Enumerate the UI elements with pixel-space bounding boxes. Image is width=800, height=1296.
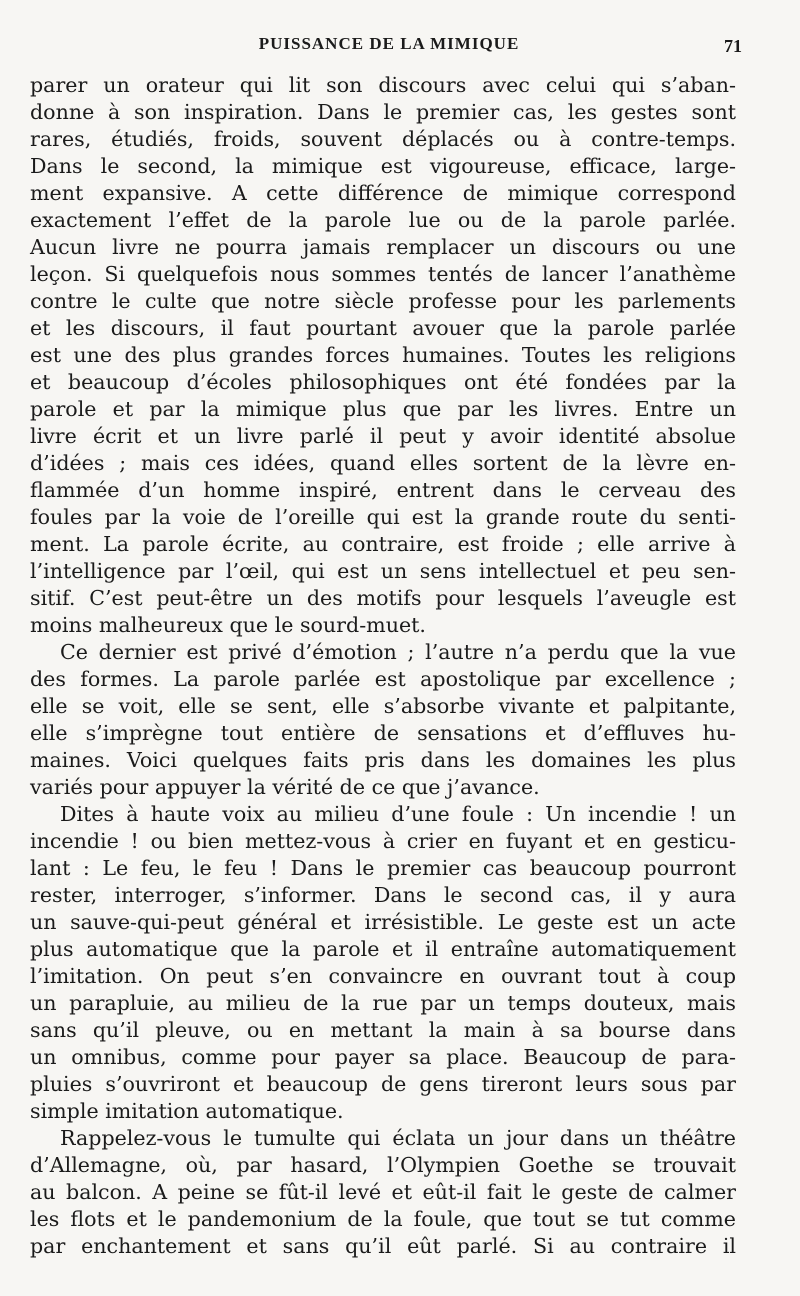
text-line: un parapluie, au milieu de la rue par un temps douteux, mais: [30, 991, 736, 1015]
text-line: Aucun livre ne pourra jamais remplacer un discours ou une: [30, 235, 736, 259]
text-line: incendie ! ou bien mettez-vous à crier en fuyant et en gesticu-: [30, 829, 736, 853]
text-line: Rappelez-vous le tumulte qui éclata un jour dans un théâtre: [60, 1126, 736, 1150]
text-line: au balcon. A peine se fût-il levé et eût-il fait le geste de calmer: [30, 1180, 736, 1204]
text-line: elle se voit, elle se sent, elle s’absorbe vivante et palpitante,: [30, 694, 736, 718]
text-line: rares, étudiés, froids, souvent déplacés ou à contre-temps.: [30, 127, 736, 151]
text-line: ment expansive. A cette différence de mimique correspond: [30, 181, 736, 205]
text-line: est une des plus grandes forces humaines. Toutes les religions: [30, 343, 736, 367]
text-line: ment. La parole écrite, au contraire, est froide ; elle arrive à: [30, 532, 736, 556]
text-line: d’Allemagne, où, par hasard, l’Olympien Goethe se trouvait: [30, 1153, 736, 1177]
text-line: rester, interroger, s’informer. Dans le second cas, il y aura: [30, 883, 736, 907]
text-line: d’idées ; mais ces idées, quand elles sortent de la lèvre en-: [30, 451, 736, 475]
text-line: contre le culte que notre siècle professe pour les parlements: [30, 289, 736, 313]
text-line: parole et par la mimique plus que par les livres. Entre un: [30, 397, 736, 421]
text-line: par enchantement et sans qu’il eût parlé. Si au contraire il: [30, 1234, 736, 1258]
text-line: et beaucoup d’écoles philosophiques ont été fondées par la: [30, 370, 736, 394]
text-line: lant : Le feu, le feu ! Dans le premier cas beaucoup pourront: [30, 856, 736, 880]
text-line: sitif. C’est peut-être un des motifs pour lesquels l’aveugle est: [30, 586, 736, 610]
text-line: livre écrit et un livre parlé il peut y avoir identité absolue: [30, 424, 736, 448]
text-line: Dites à haute voix au milieu d’une foule : Un incendie ! un: [60, 802, 736, 826]
text-line: les flots et le pandemonium de la foule, que tout se tut comme: [30, 1207, 736, 1231]
text-line: Ce dernier est privé d’émotion ; l’autre n’a perdu que la vue: [60, 640, 736, 664]
text-line: parer un orateur qui lit son discours avec celui qui s’aban-: [30, 73, 736, 97]
text-line: pluies s’ouvriront et beaucoup de gens tireront leurs sous par: [30, 1072, 736, 1096]
text-line: foules par la voie de l’oreille qui est la grande route du senti-: [30, 505, 736, 529]
text-line: exactement l’effet de la parole lue ou de la parole parlée.: [30, 208, 736, 232]
text-line: et les discours, il faut pourtant avouer que la parole parlée: [30, 316, 736, 340]
text-line: variés pour appuyer la vérité de ce que j’avance.: [30, 775, 540, 799]
text-line: l’imitation. On peut s’en convaincre en ouvrant tout à coup: [30, 964, 736, 988]
body-text: [30, 72, 736, 1260]
text-line: moins malheureux que le sourd-muet.: [30, 613, 426, 637]
text-line: sans qu’il pleuve, ou en mettant la main à sa bourse dans: [30, 1018, 736, 1042]
text-line: Dans le second, la mimique est vigoureuse, efficace, large-: [30, 154, 736, 178]
text-line: leçon. Si quelquefois nous sommes tentés de lancer l’anathème: [30, 262, 736, 286]
running-title: PUISSANCE DE LA MIMIQUE: [258, 34, 520, 53]
page-header: [36, 34, 742, 60]
text-line: un sauve-qui-peut général et irrésistible. Le geste est un acte: [30, 910, 736, 934]
text-line: flammée d’un homme inspiré, entrent dans le cerveau des: [30, 478, 736, 502]
text-line: elle s’imprègne tout entière de sensations et d’effluves hu-: [30, 721, 736, 745]
text-line: donne à son inspiration. Dans le premier cas, les gestes sont: [30, 100, 736, 124]
text-line: des formes. La parole parlée est apostolique par excellence ;: [30, 667, 736, 691]
text-line: l’intelligence par l’œil, qui est un sens intellectuel et peu sen-: [30, 559, 736, 583]
page-number: 71: [724, 36, 742, 56]
text-line: un omnibus, comme pour payer sa place. Beaucoup de para-: [30, 1045, 736, 1069]
text-line: simple imitation automatique.: [30, 1099, 344, 1123]
text-line: maines. Voici quelques faits pris dans les domaines les plus: [30, 748, 736, 772]
text-line: plus automatique que la parole et il entraîne automatiquement: [30, 937, 736, 961]
